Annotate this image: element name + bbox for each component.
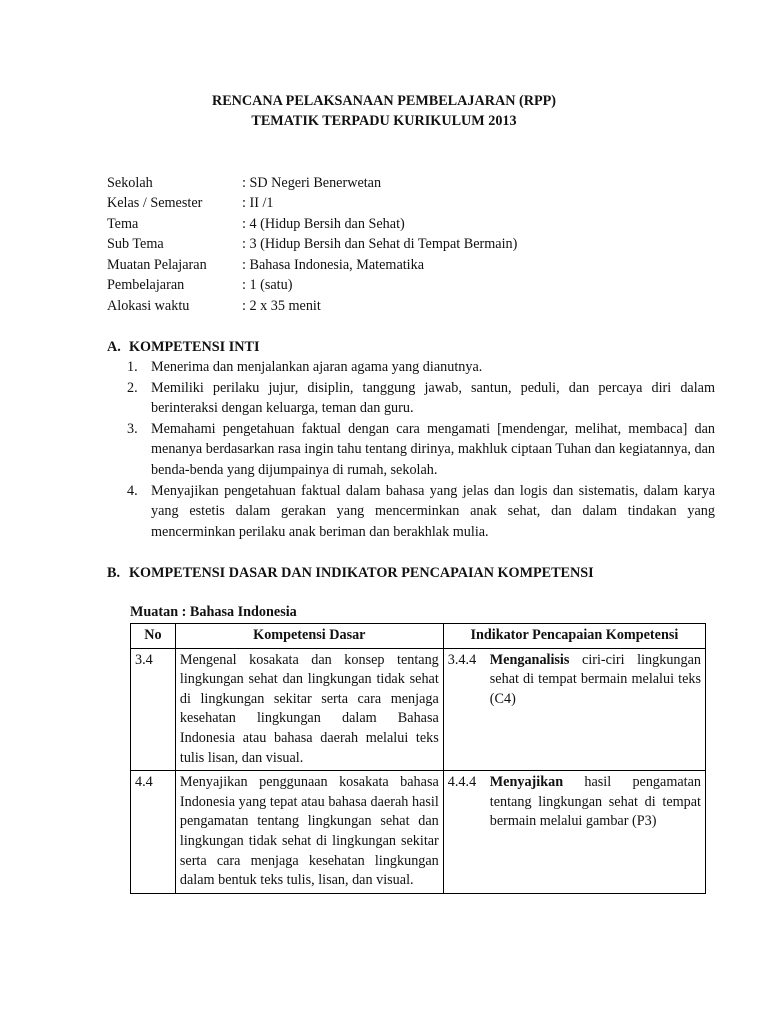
indicator-verb: Menganalisis — [489, 651, 570, 668]
table-row — [131, 648, 706, 771]
identity-value: : SD Negeri Benerwetan — [242, 175, 382, 191]
identity-value: : 2 x 35 menit — [242, 298, 321, 314]
section-letter: B. — [107, 565, 121, 581]
indicator-text — [448, 773, 701, 832]
identity-label: Alokasi waktu — [107, 298, 190, 314]
indicator-code: 3.4.4 — [447, 651, 477, 668]
list-item — [127, 419, 715, 480]
section-title: KOMPETENSI DASAR DAN INDIKATOR PENCAPAIAN KOMPETENSI — [129, 565, 594, 581]
list-text: Menyajikan pengetahuan faktual dalam bahasa yang jelas dan logis dan sistematis, dalam karya yang estetis dalam gerakan yang mencerminkan anak sehat, dan dalam tindakan yang mencerminkan perilaku anak beriman dan berakhlak mulia. — [151, 483, 715, 540]
identity-value: : 3 (Hidup Bersih dan Sehat di Tempat Bermain) — [242, 236, 518, 252]
column-header-kompetensi-dasar: Kompetensi Dasar — [175, 624, 443, 649]
section-letter: A. — [107, 339, 121, 355]
indicator-text — [448, 651, 701, 710]
identity-label: Sekolah — [107, 175, 153, 191]
list-number: 4. — [127, 483, 138, 499]
section-a-heading — [107, 337, 259, 357]
cell-indikator — [443, 648, 705, 771]
list-text: Memahami pengetahuan faktual dengan cara mengamati [mendengar, melihat, membaca] dan menanya berdasarkan rasa ingin tahu tentang dirinya, makhluk ciptaan Tuhan dan kegiatannya, dan benda-benda yang dijumpainya di rumah, sekolah. — [151, 421, 715, 478]
list-number: 3. — [127, 421, 138, 437]
list-number: 2. — [127, 380, 138, 396]
identity-value: : II /1 — [242, 195, 274, 211]
cell-indikator — [443, 771, 705, 894]
competency-table — [130, 623, 706, 894]
section-b-heading — [107, 563, 594, 583]
indicator-verb: Menyajikan — [489, 774, 564, 791]
list-item — [127, 357, 715, 377]
identity-label: Muatan Pelajaran — [107, 257, 207, 273]
table-header-row — [131, 624, 706, 649]
cell-no: 3.4 — [131, 648, 176, 771]
list-item — [127, 481, 715, 542]
identity-value: : 4 (Hidup Bersih dan Sehat) — [242, 216, 405, 232]
list-text: Memiliki perilaku jujur, disiplin, tanggung jawab, santun, peduli, dan percaya diri dalam berinteraksi dengan keluarga, teman dan guru. — [151, 380, 715, 417]
cell-kompetensi-dasar: Mengenal kosakata dan konsep tentang lingkungan sehat dan lingkungan tidak sehat di lingkungan sekitar serta cara menjaga kesehatan lingkungan dalam Bahasa Indonesia atau bahasa daerah melalui teks tulis lisan, dan visual. — [175, 648, 443, 771]
identity-label: Tema — [107, 216, 139, 232]
indicator-description: ciri-ciri lingkungan sehat di tempat bermain melalui teks (C4) — [489, 651, 701, 707]
column-header-no: No — [131, 624, 176, 649]
identity-label: Kelas / Semester — [107, 195, 203, 211]
document-title: RENCANA PELAKSANAAN PEMBELAJARAN (RPP) — [211, 93, 557, 109]
indicator-code: 4.4.4 — [447, 774, 477, 791]
identity-label: Sub Tema — [107, 236, 164, 252]
identity-value: : Bahasa Indonesia, Matematika — [242, 257, 425, 273]
identity-label: Pembelajaran — [107, 277, 185, 293]
document-subtitle: TEMATIK TERPADU KURIKULUM 2013 — [251, 113, 517, 129]
table-row — [131, 771, 706, 894]
indicator-description: hasil pengamatan tentang lingkungan sehat di tempat bermain melalui gambar (P3) — [489, 774, 701, 830]
list-text: Menerima dan menjalankan ajaran agama yang dianutnya. — [151, 359, 483, 375]
list-item — [127, 378, 715, 419]
cell-no: 4.4 — [131, 771, 176, 894]
section-title: KOMPETENSI INTI — [129, 339, 260, 355]
column-header-indikator: Indikator Pencapaian Kompetensi — [443, 624, 705, 649]
muatan-label: Muatan : Bahasa Indonesia — [130, 604, 297, 620]
list-number: 1. — [127, 359, 138, 375]
cell-kompetensi-dasar: Menyajikan penggunaan kosakata bahasa Indonesia yang tepat atau bahasa daerah hasil pengamatan tentang lingkungan sehat dan lingkungan tidak sehat di lingkungan sekitar serta cara menjaga kesehatan lingkungan dalam bentuk teks tulis, lisan, dan visual. — [175, 771, 443, 894]
identity-value: : 1 (satu) — [242, 277, 293, 293]
